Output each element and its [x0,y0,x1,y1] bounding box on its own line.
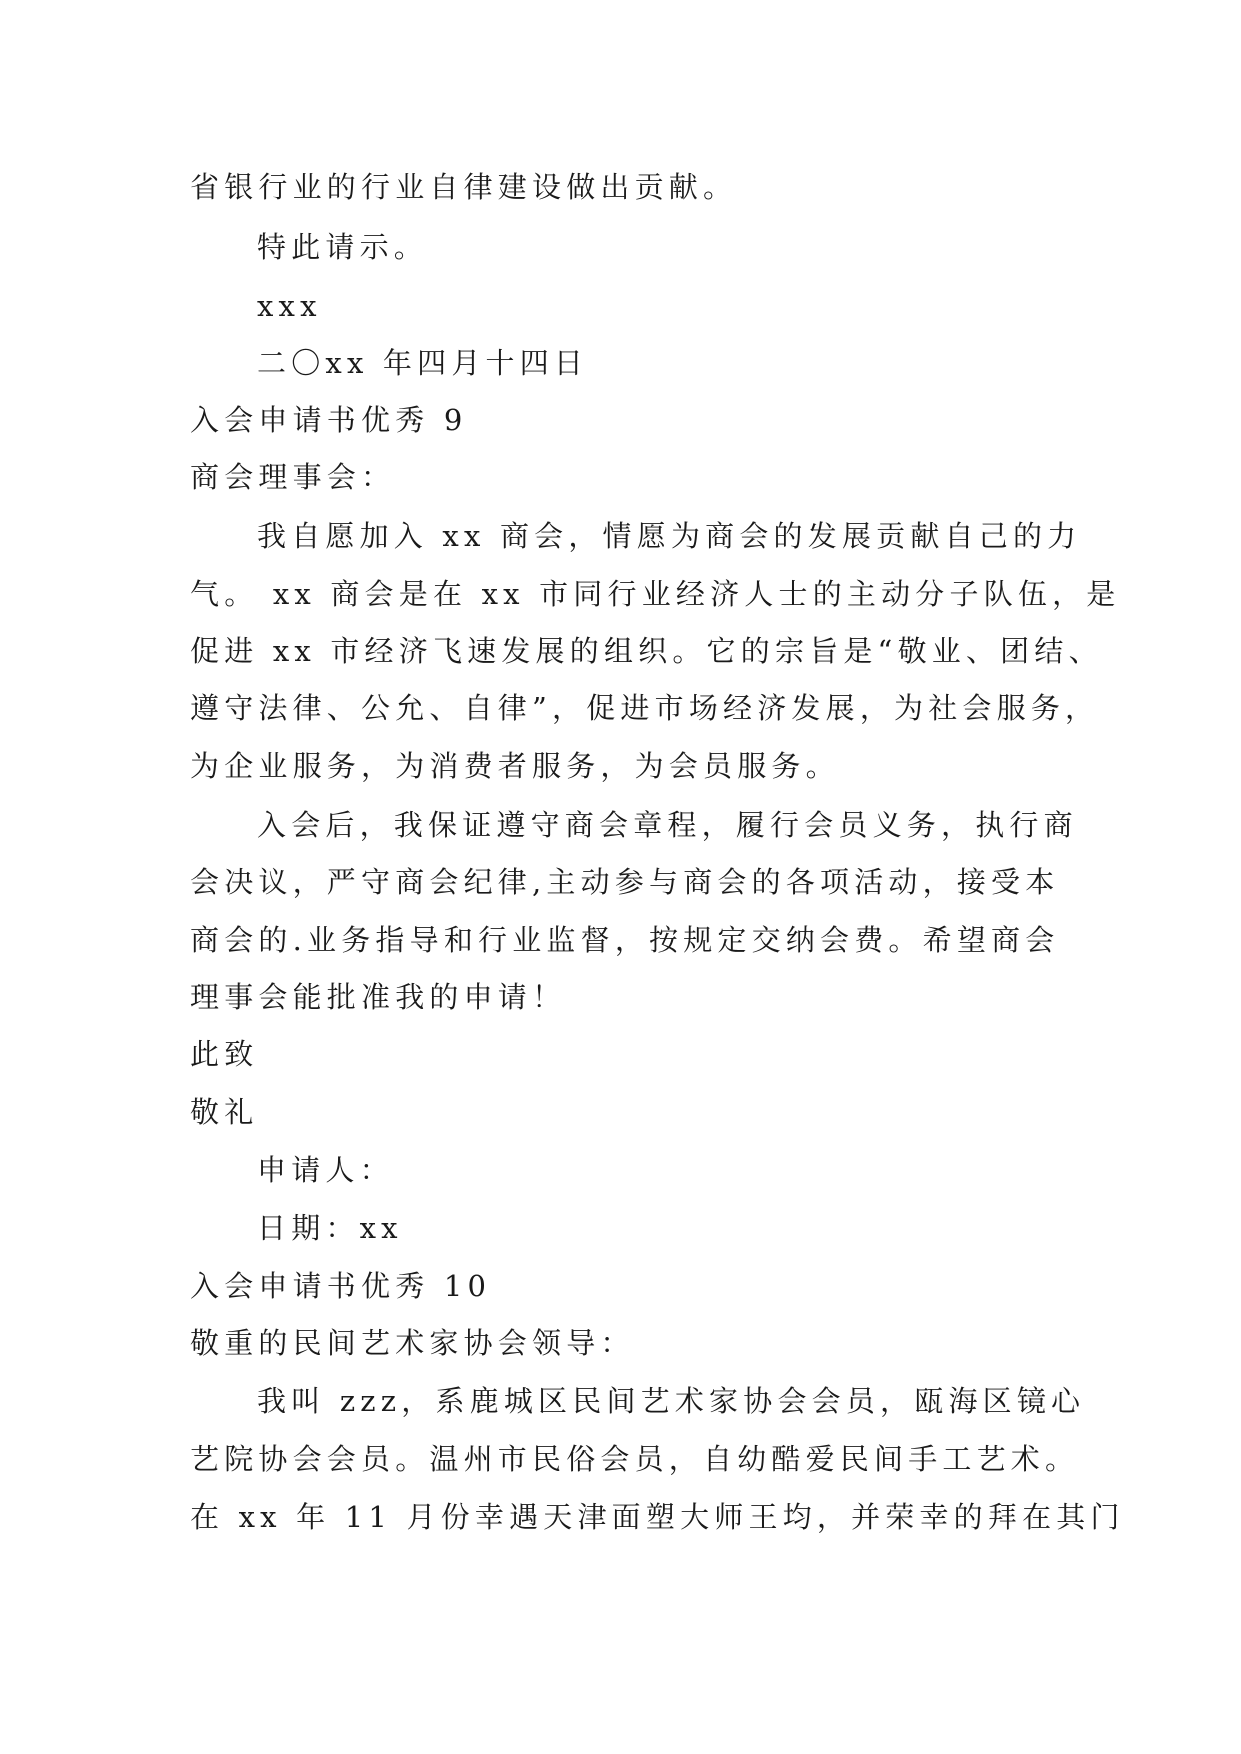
paragraph-line: 在 xx 年 11 月份幸遇天津面塑大师王均，并荣幸的拜在其门 [190,1500,1125,1534]
paragraph-line: 艺院协会会员。温州市民俗会员，自幼酷爱民间手工艺术。 [190,1442,1080,1476]
salutation-line: 商会理事会： [190,460,396,494]
paragraph-line: 促进 xx 市经济飞速发展的组织。它的宗旨是“敬业、团结、 [190,634,1103,668]
paragraph-line: 我自愿加入 xx 商会，情愿为商会的发展贡献自己的力 [257,519,1082,553]
paragraph-line: 遵守法律、公允、自律”，促进市场经济发展，为社会服务， [190,691,1100,725]
paragraph-line: 为企业服务，为消费者服务，为会员服务。 [190,749,840,783]
applicant-line: 申请人： [257,1153,394,1187]
paragraph-line: 我叫 zzz，系鹿城区民间艺术家协会会员，瓯海区镜心 [257,1384,1086,1418]
signature-line: xxx [257,289,322,323]
date-line: 二〇xx 年四月十四日 [257,346,589,380]
closing-request-line: 特此请示。 [257,230,429,264]
paragraph-line: 理事会能批准我的申请！ [190,980,567,1014]
section-heading-10: 入会申请书优秀 10 [190,1269,492,1303]
salutation-line: 敬重的民间艺术家协会领导： [190,1326,635,1360]
closing-line: 敬礼 [190,1095,259,1129]
date-line: 日期：xx [257,1211,403,1245]
paragraph-line: 入会后，我保证遵守商会章程，履行会员义务，执行商 [257,808,1078,842]
paragraph-line: 商会的.业务指导和行业监督，按规定交纳会费。希望商会 [190,923,1060,957]
paragraph-line: 会决议，严守商会纪律,主动参与商会的各项活动，接受本 [190,865,1060,899]
closing-line: 此致 [190,1037,259,1071]
section-heading-9: 入会申请书优秀 9 [190,403,468,437]
paragraph-line: 气。 xx 商会是在 xx 市同行业经济人士的主动分子队伍，是 [190,577,1121,611]
paragraph-line: 省银行业的行业自律建设做出贡献。 [190,170,738,204]
